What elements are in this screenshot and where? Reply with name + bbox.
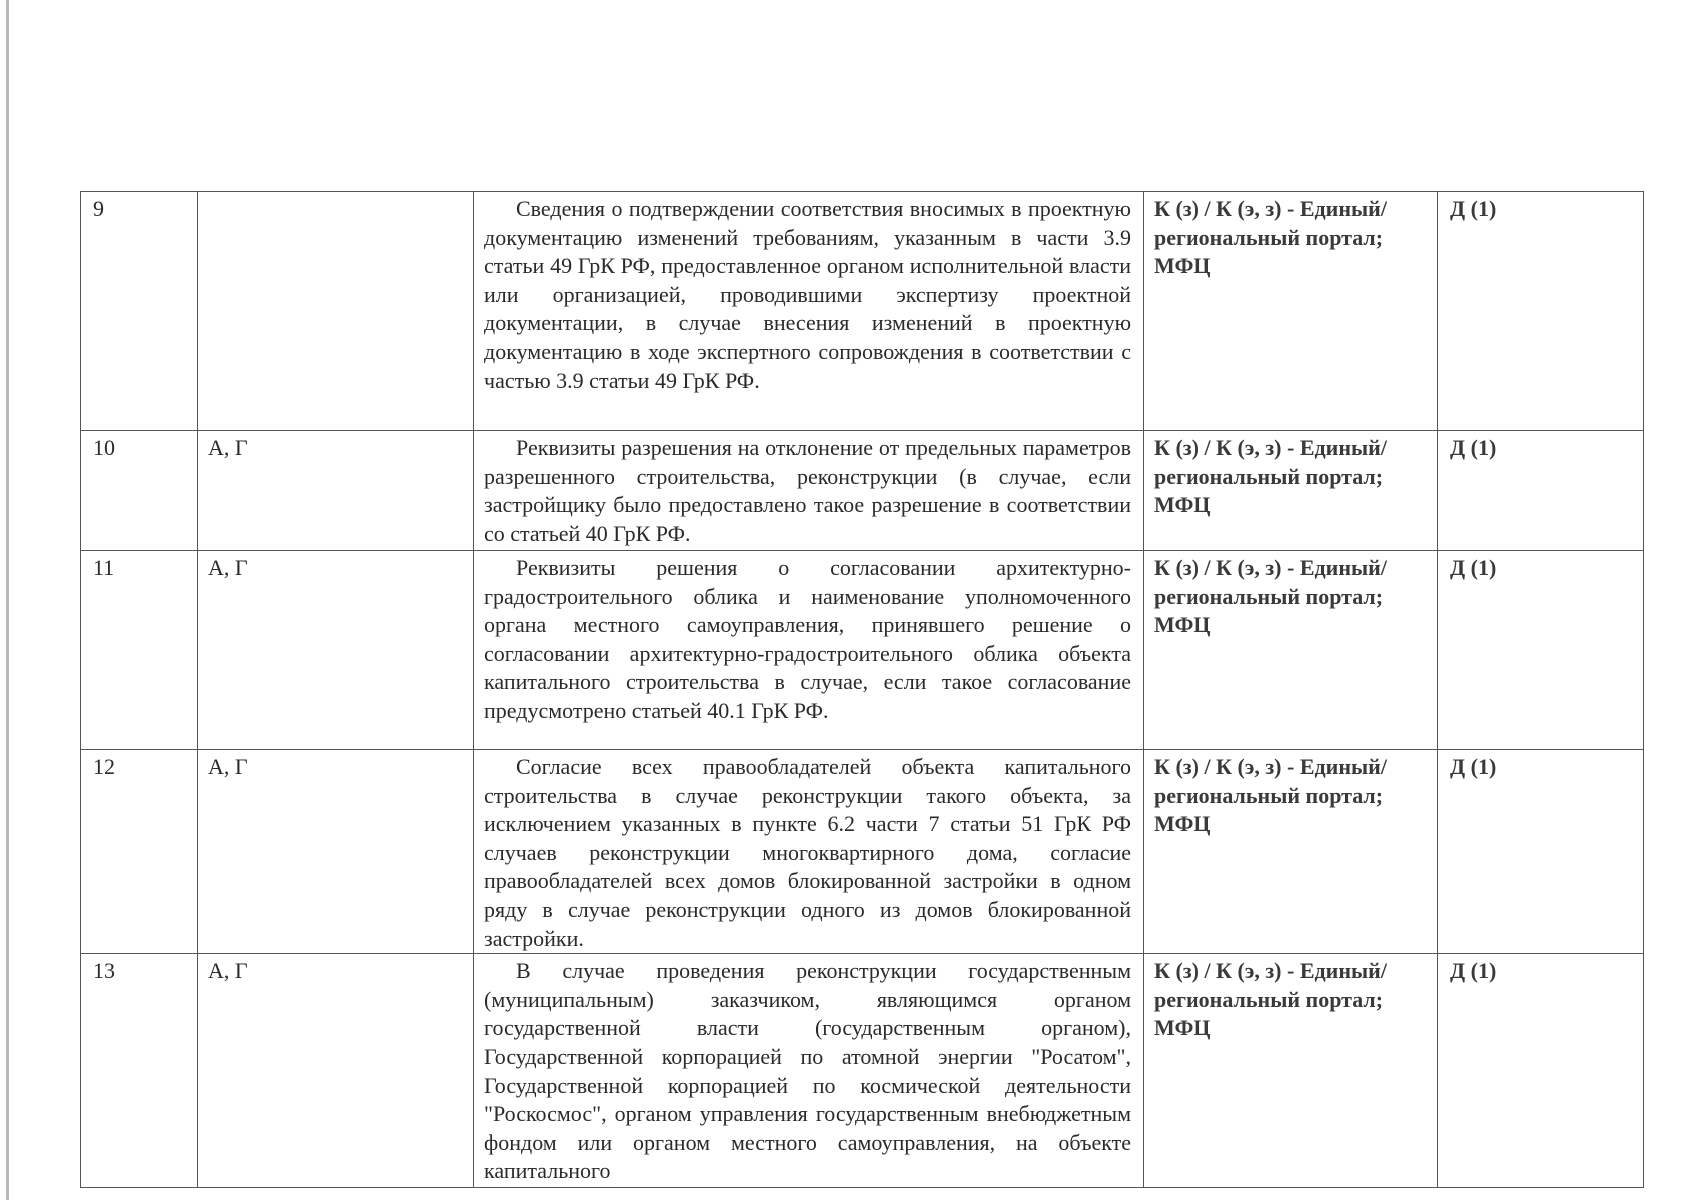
row-code: А, Г bbox=[198, 431, 474, 551]
table-row bbox=[81, 954, 1644, 1188]
row-description: Согласие всех правообладателей объекта капитального строительства в случае реконструкции такого объекта, за исключением указанных в пункте 6.2 части 7 статьи 51 ГрК РФ случаев реконструкции многоквартирного дома, согласие правообладателей всех домов блокированной застройки в одном ряду в случае реконструкции одного из домов блокированной застройки. bbox=[474, 750, 1144, 954]
row-description: В случае проведения реконструкции государственным (муниципальным) заказчиком, являющимся органом государственной власти (государственным органом), Государственной корпорацией по атомной энергии "Росатом", Государственной корпорацией по космической деятельности "Роскосмос", органом управления государственным внебюджетным фондом или органом местного самоуправления, на объекте капитального bbox=[474, 954, 1144, 1188]
table-row bbox=[81, 750, 1644, 954]
row-code bbox=[198, 192, 474, 431]
scan-edge-line bbox=[6, 0, 9, 1200]
row-document-type: Д (1) bbox=[1438, 431, 1644, 551]
row-document-type: Д (1) bbox=[1438, 192, 1644, 431]
row-document-type: Д (1) bbox=[1438, 954, 1644, 1188]
row-submission-method: К (з) / К (э, з) - Единый/региональный портал; МФЦ bbox=[1144, 954, 1438, 1188]
row-description: Сведения о подтверждении соответствия вносимых в проектную документацию изменений требованиям, указанным в части 3.9 статьи 49 ГрК РФ, предоставленное органом исполнительной власти или организацией, проводившими экспертизу проектной документации, в случае внесения изменений в проектную документацию в ходе экспертного сопровождения в соответствии с частью 3.9 статьи 49 ГрК РФ. bbox=[474, 192, 1144, 431]
table-row bbox=[81, 431, 1644, 551]
row-code: А, Г bbox=[198, 750, 474, 954]
row-number: 11 bbox=[81, 551, 198, 750]
row-document-type: Д (1) bbox=[1438, 551, 1644, 750]
row-code: А, Г bbox=[198, 551, 474, 750]
row-code: А, Г bbox=[198, 954, 474, 1188]
row-submission-method: К (з) / К (э, з) - Единый/региональный портал; МФЦ bbox=[1144, 750, 1438, 954]
table-row bbox=[81, 551, 1644, 750]
row-document-type: Д (1) bbox=[1438, 750, 1644, 954]
row-description: Реквизиты разрешения на отклонение от предельных параметров разрешенного строительства, реконструкции (в случае, если застройщику было предоставлено такое разрешение в соответствии со статьей 40 ГрК РФ. bbox=[474, 431, 1144, 551]
row-submission-method: К (з) / К (э, з) - Единый/региональный портал; МФЦ bbox=[1144, 551, 1438, 750]
row-description: Реквизиты решения о согласовании архитектурно-градостроительного облика и наименование уполномоченного органа местного самоуправления, принявшего решение о согласовании архитектурно-градостроительного облика объекта капитального строительства в случае, если такое согласование предусмотрено статьей 40.1 ГрК РФ. bbox=[474, 551, 1144, 750]
row-submission-method: К (з) / К (э, з) - Единый/региональный портал; МФЦ bbox=[1144, 192, 1438, 431]
row-number: 12 bbox=[81, 750, 198, 954]
row-number: 13 bbox=[81, 954, 198, 1188]
document-table bbox=[80, 191, 1644, 1188]
row-number: 10 bbox=[81, 431, 198, 551]
row-number: 9 bbox=[81, 192, 198, 431]
table-row bbox=[81, 192, 1644, 431]
row-submission-method: К (з) / К (э, з) - Единый/региональный портал; МФЦ bbox=[1144, 431, 1438, 551]
